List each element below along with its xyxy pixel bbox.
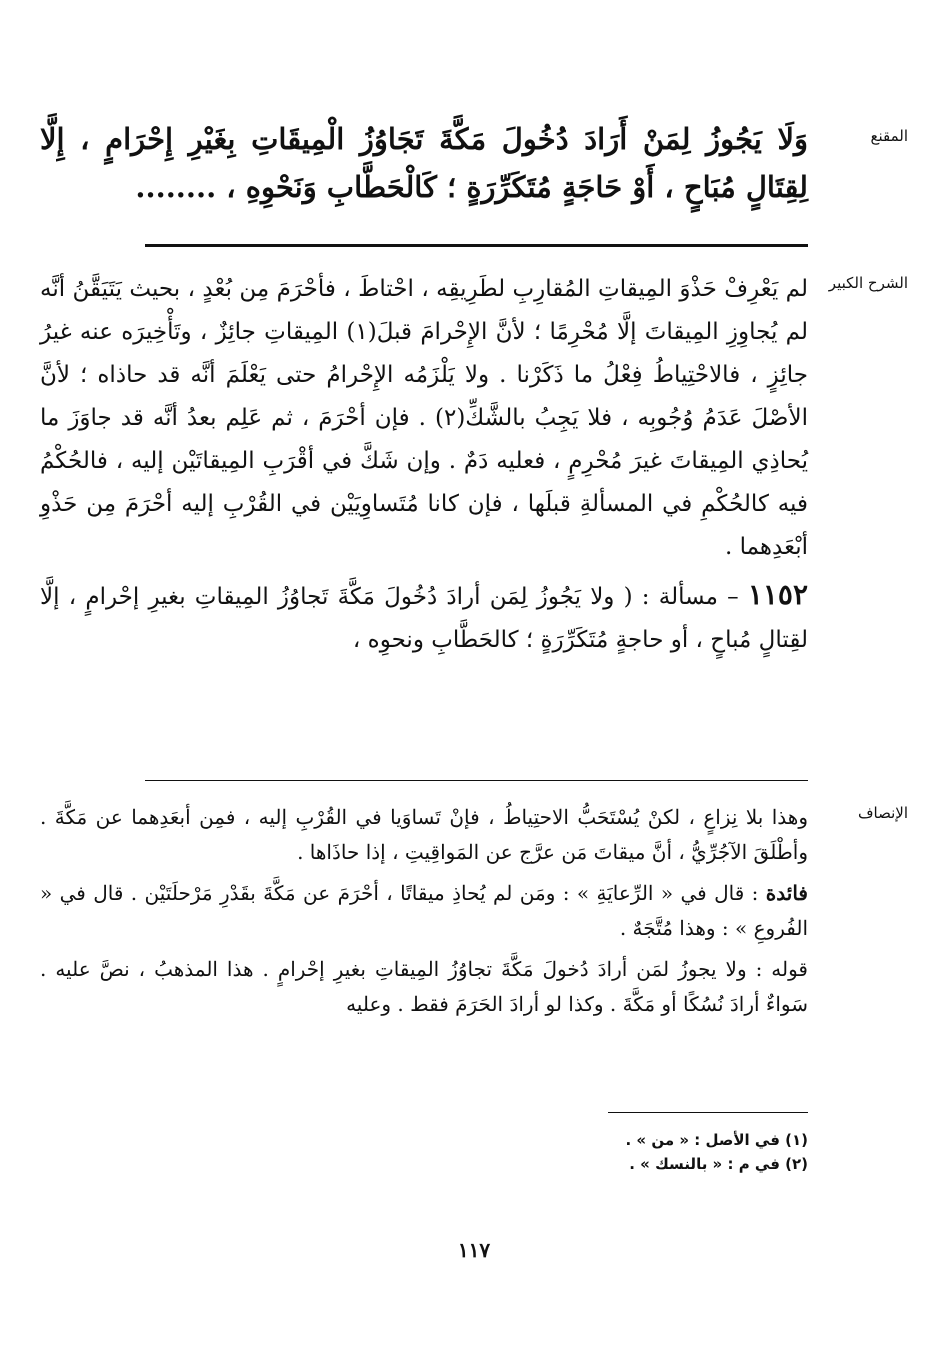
insaf-section: [40, 800, 908, 1028]
masala-text: – مسألة : ( ولا يَجُوزُ لِمَن أرادَ دُخُولَ مَكَّةَ تَجاوُزُ المِيقاتِ بغيرِ إحْرامٍ ، إلَّا لقِتالٍ مُباحٍ ، أو حاجةٍ مُتَكَرِّرَةٍ ؛ كالحَطَّابِ ونحوِه ،: [40, 584, 808, 653]
sharh-text: [40, 268, 808, 662]
sharh-label: الشرح الكبير: [828, 274, 908, 292]
insaf-paragraph-1: وهذا بلا نِزاعٍ ، لكنْ يُسْتَحَبُّ الاحتِياطُ ، فإنْ تَساوَيا في القُرْبِ إليه ، فمِن أبعَدِهما عن مَكَّةَ . وأطْلَقَ الآجُرِّيُّ ، أنَّ ميقاتَ مَن عرَّج عن المَواقِيتِ ، إذا حاذَاها .: [40, 805, 808, 864]
muqni-label: المقنع: [870, 127, 908, 145]
insaf-paragraph-3: قوله : ولا يجوزُ لمَن أرادَ دُخولَ مَكَّةَ تجاوُزُ المِيقاتِ بغيرِ إحْرامٍ . هذا المذهبُ ، نصَّ عليه . سَواءٌ أرادَ نُسُكًا أو مَكَّةَ . وكذا لو أرادَ الحَرَمَ فقط . وعليه: [40, 957, 808, 1016]
sharh-paragraph: لم يَعْرِفْ حَذْوَ المِيقاتِ المُقارِبِ لطَرِيقِه ، احْتاطَ ، فأحْرَمَ مِن بُعْدٍ ، بحيث يَتَيَقَّنُ أنَّه لم يُجاوِزِ المِيقاتَ إلَّا مُحْرِمًا ؛ لأنَّ الإِحْرامَ قبلَ(١) المِيقاتِ جائِزٌ ، وتَأْخِيرَه عنه غيرُ جائِزٍ ، فالاحْتِياطُ فِعْلُ ما ذَكَرْنا . ولا يَلْزَمُه الإِحْرامُ حتى يَعْلَمَ أنَّه قد حاذاه ؛ لأنَّ الأصْلَ عَدَمُ وُجُوبِه ، فلا يَجِبُ بالشَّكِّ(٢) . فإن أحْرَمَ ، ثم عَلِم بعدُ أنَّه قد جاوَزَ ما يُحاذِي المِيقاتَ غيرَ مُحْرِمٍ ، فعليه دَمٌ . وإن شَكَّ في أقْرَبِ المِيقاتَيْن إليه ، فالحُكْمُ فيه كالحُكْمِ في المسألةِ قبلَها ، فإن كانا مُتَساوِيَيْن في القُرْبِ إليه أحْرَمَ مِن حَذْوِ أبْعَدِهما .: [40, 276, 808, 560]
divider-sharh: [145, 780, 808, 781]
muqni-text: [40, 115, 808, 211]
footnote-divider: [608, 1112, 808, 1113]
divider-muqni: [145, 244, 808, 247]
masala-paragraph: [40, 573, 808, 662]
faida-text: : قال في « الرِّعايَةِ » : ومَن لم يُحاذِ ميقاتًا ، أحْرَمَ عن مَكَّةَ بقَدْرِ مَرْحلَتَيْن . قال في « الفُروعِ » : وهذا مُتَّجَهٌ .: [40, 881, 808, 940]
faida-label: فائدة: [765, 881, 808, 905]
footnotes: [145, 1128, 808, 1176]
insaf-paragraph-2: [40, 876, 808, 946]
footnote-2: (٢) في م : « بالنسك » .: [629, 1155, 808, 1173]
insaf-label: الإنصاف: [857, 804, 908, 822]
muqni-paragraph: وَلَا يَجُوزُ لِمَنْ أَرَادَ دُخُولَ مَكَّةَ تَجَاوُزُ الْمِيقَاتِ بِغَيْرِ إِحْرَامٍ ، إِلَّا لِقِتَالٍ مُبَاحٍ ، أَوْ حَاجَةٍ مُتَكَرِّرَةٍ ؛ كَالْحَطَّابِ وَنَحْوِهِ ، ........: [40, 122, 808, 204]
footnote-1: (١) في الأصل : « من » .: [625, 1131, 808, 1149]
masala-number: ١١٥٢: [747, 578, 808, 611]
muqni-section: [40, 115, 908, 211]
insaf-text: [40, 800, 808, 1022]
sharh-section: [40, 268, 908, 662]
page-number: ١١٧: [457, 1238, 491, 1262]
